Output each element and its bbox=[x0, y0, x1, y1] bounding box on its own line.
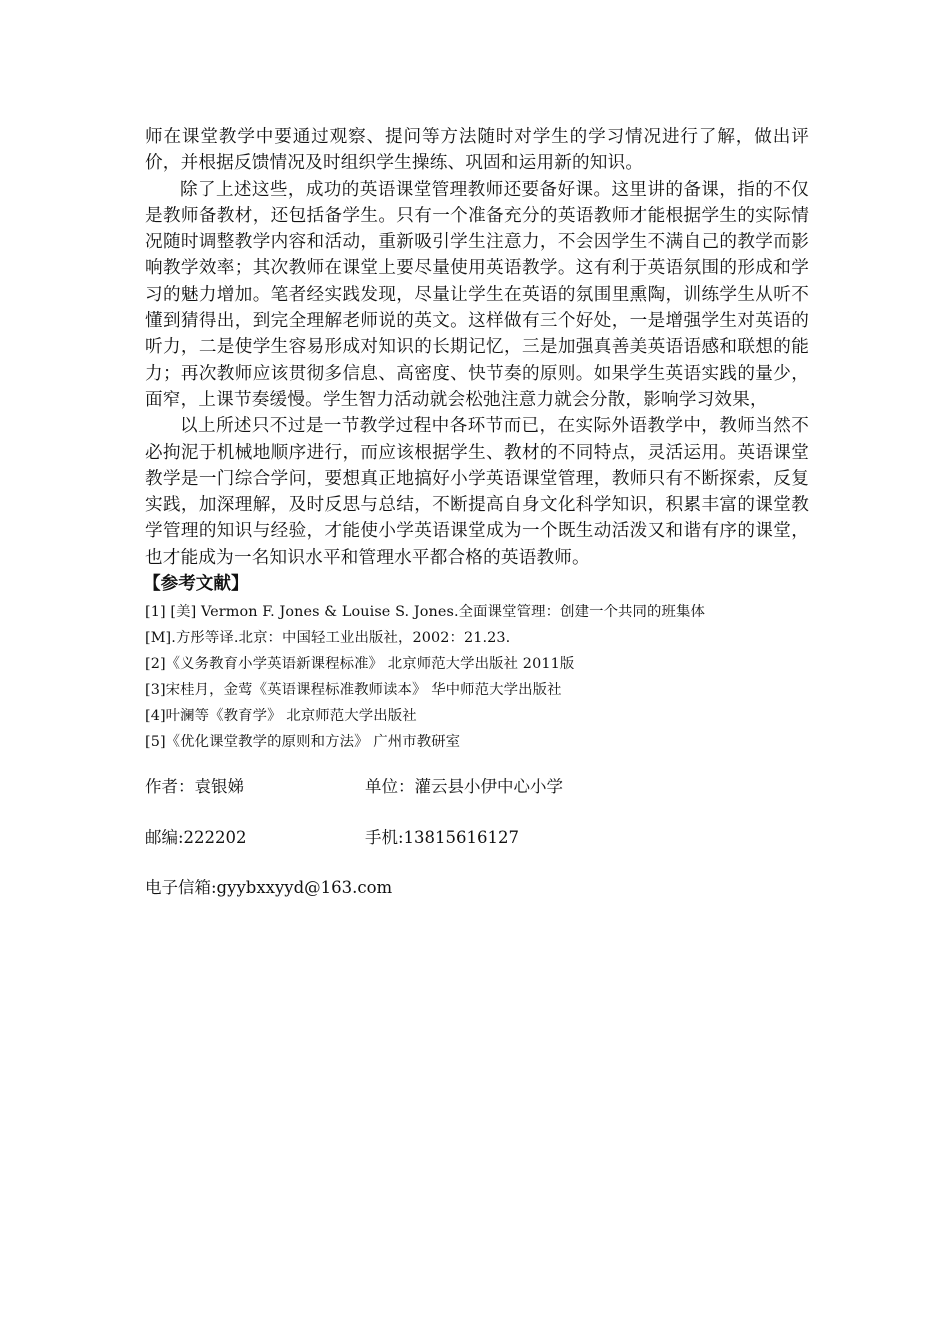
document-body bbox=[145, 124, 809, 755]
author-name: 作者：袁银娣 bbox=[145, 777, 244, 796]
references-list bbox=[145, 599, 809, 755]
reference-item: [4]叶澜等《教育学》 北京师范大学出版社 bbox=[145, 708, 417, 725]
reference-item: [3]宋桂月，金莺《英语课程标准教师读本》 华中师范大学出版社 bbox=[145, 682, 562, 699]
reference-item: [1] [美] Vermon F. Jones & Louise S. Jones.全面课堂管理：创建一个共同的班集体 bbox=[145, 604, 706, 621]
author-unit: 单位：灌云县小伊中心小学 bbox=[365, 777, 563, 796]
references-heading: 【参考文献】 bbox=[143, 574, 249, 595]
paragraph-continued: 师在课堂教学中要通过观察、提问等方法随时对学生的学习情况进行了解，做出评价，并根据反馈情况及时组织学生操练、巩固和运用新的知识。 bbox=[145, 127, 809, 174]
paragraph-lesson-preparation: 除了上述这些，成功的英语课堂管理教师还要备好课。这里讲的备课，指的不仅是教师备教材，还包括备学生。只有一个准备充分的英语教师才能根据学生的实际情况随时调整教学内容和活动，重新吸引学生注意力，不会因学生不满自己的教学而影响教学效率；其次教师在课堂上要尽量使用英语教学。这有利于英语氛围的形成和学习的魅力增加。笔者经实践发现，尽量让学生在英语的氛围里熏陶，训练学生从听不懂到猜得出，到完全理解老师说的英文。这样做有三个好处，一是增强学生对英语的听力，二是使学生容易形成对知识的长期记忆，三是加强真善美英语语感和联想的能力；再次教师应该贯彻多信息、高密度、快节奏的原则。如果学生英语实践的量少，面窄，上课节奏缓慢。学生智力活动就会松弛注意力就会分散，影响学习效果， bbox=[145, 179, 809, 410]
email-address: 电子信箱:gyybxxyyd@163.com bbox=[145, 878, 393, 897]
reference-item: [5]《优化课堂教学的原则和方法》 广州市教研室 bbox=[145, 734, 461, 751]
postcode: 邮编:222202 bbox=[145, 828, 247, 847]
phone-number: 手机:13815616127 bbox=[365, 828, 520, 847]
reference-item: [2]《义务教育小学英语新课程标准》 北京师范大学出版社 2011版 bbox=[145, 656, 575, 673]
reference-item: [M].方彤等译.北京：中国轻工业出版社，2002：21.23. bbox=[145, 630, 511, 647]
paragraph-conclusion: 以上所述只不过是一节教学过程中各环节而已，在实际外语教学中，教师当然不必拘泥于机械地顺序进行，而应该根据学生、教材的不同特点，灵活运用。英语课堂教学是一门综合学问，要想真正地搞好小学英语课堂管理，教师只有不断探索，反复实践，加深理解，及时反思与总结，不断提高自身文化科学知识，积累丰富的课堂教学管理的知识与经验，才能使小学英语课堂成为一个既生动活泼又和谐有序的课堂，也才能成为一名知识水平和管理水平都合格的英语教师。 bbox=[145, 416, 809, 568]
